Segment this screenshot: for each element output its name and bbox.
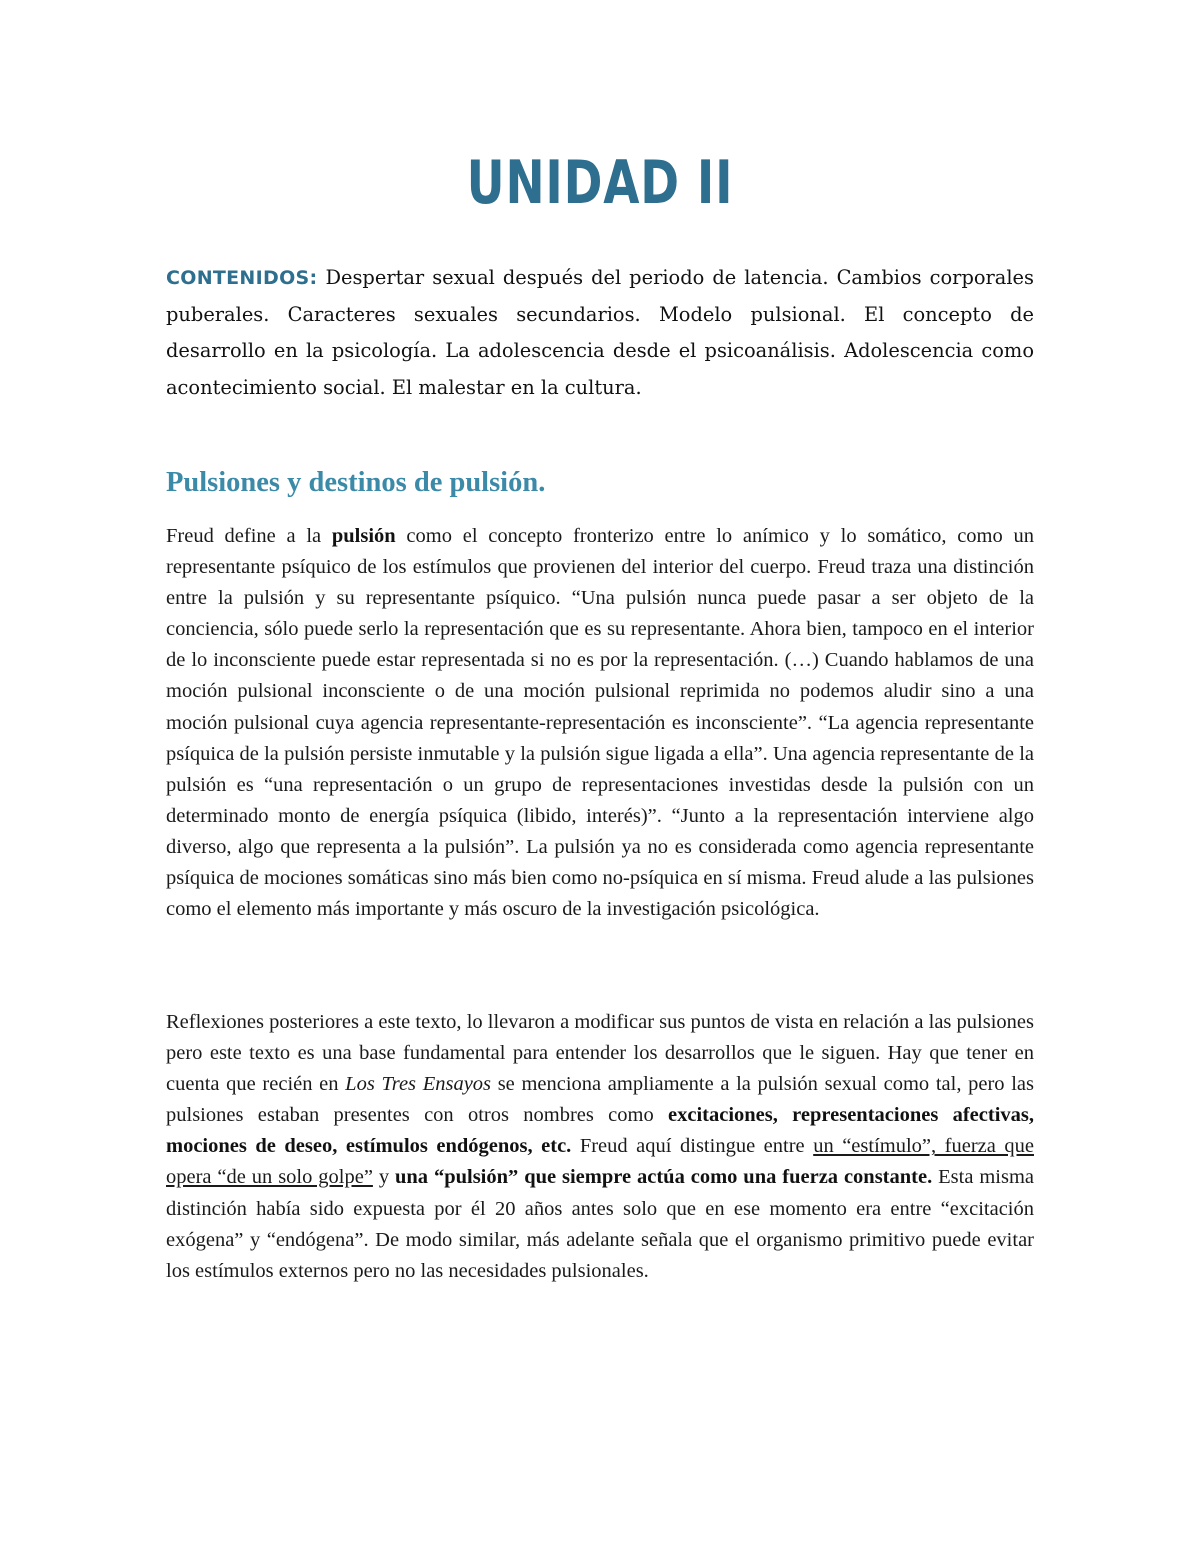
- p2-text-3: Freud aquí distingue entre: [571, 1135, 814, 1158]
- p2-underlined: un “estímulo”, fuerza que opera “de un solo golpe”: [166, 1135, 1034, 1189]
- p2-text-5: Esta misma distinción había sido expuesta por él 20 años antes solo que en ese momento era entre “excitación exógena” y “endógena”. De modo similar, más adelante señala que el organismo primitivo puede evitar los estímulos externos pero no las necesidades pulsionales.: [166, 1166, 1034, 1282]
- p2-text-2: se menciona ampliamente a la pulsión sexual como tal, pero las pulsiones estaban presentes con otros nombres como: [166, 1073, 1034, 1127]
- section-heading: Pulsiones y destinos de pulsión.: [166, 467, 546, 498]
- paragraph-2: [166, 1007, 1034, 1287]
- p2-text-1: Reflexiones posteriores a este texto, lo llevaron a modificar sus puntos de vista en relación a las pulsiones pero este texto es una base fundamental para entender los desarrollos que le siguen. Hay que tener en cuenta que recién en: [166, 1011, 1034, 1096]
- page-title: UNIDAD II: [466, 148, 734, 218]
- p2-text-4: y: [372, 1166, 395, 1189]
- contenidos-block: [166, 260, 1034, 406]
- p2-bold-2: una “pulsión” que siempre actúa como una fuerza constante.: [395, 1166, 933, 1189]
- p2-bold-1: excitaciones, representaciones afectivas, mociones de deseo, estímulos endógenos, etc.: [166, 1104, 1034, 1158]
- p2-italic-title: Los Tres Ensayos: [345, 1073, 492, 1096]
- contenidos-label: CONTENIDOS:: [166, 267, 318, 289]
- p1-bold-pulsion: pulsión: [331, 525, 396, 547]
- p1-text-2: como el concepto fronterizo entre lo anímico y lo somático, como un representante psíquico de los estímulos que provienen del interior del cuerpo. Freud traza una distinción entre la pulsión y su representante psíquico. “Una pulsión nunca puede pasar a ser objeto de la conciencia, sólo puede serlo la representación que es su representante. Ahora bien, tampoco en el interior de lo inconsciente puede estar representada si no es por la representación. (…) Cuando hablamos de una moción pulsional inconsciente o de una moción pulsional reprimida no podemos aludir sino a una moción pulsional cuya agencia representante-representación es inconsciente”. “La agencia representante psíquica de la pulsión persiste inmutable y la pulsión sigue ligada a ella”. Una agencia representante de la pulsión es “una representación o un grupo de representaciones investidas desde la pulsión con un determinado monto de energía psíquica (libido, interés)”. “Junto a la representación interviene algo diverso, algo que representa a la pulsión”. La pulsión ya no es considerada como agencia representante psíquica de mociones somáticas sino más bien como no-psíquica en sí misma. Freud alude a las pulsiones como el elemento más importante y más oscuro de la investigación psicológica.: [166, 525, 1034, 921]
- p1-text-1: Freud define a la: [166, 525, 332, 547]
- contenidos-body: Despertar sexual después del periodo de latencia. Cambios corporales puberales. Caracteres sexuales secundarios. Modelo pulsional. El concepto de desarrollo en la psicología. La adolescencia desde el psicoanálisis. Adolescencia como acontecimiento social. El malestar en la cultura.: [166, 266, 1034, 399]
- paragraph-1: [166, 521, 1034, 925]
